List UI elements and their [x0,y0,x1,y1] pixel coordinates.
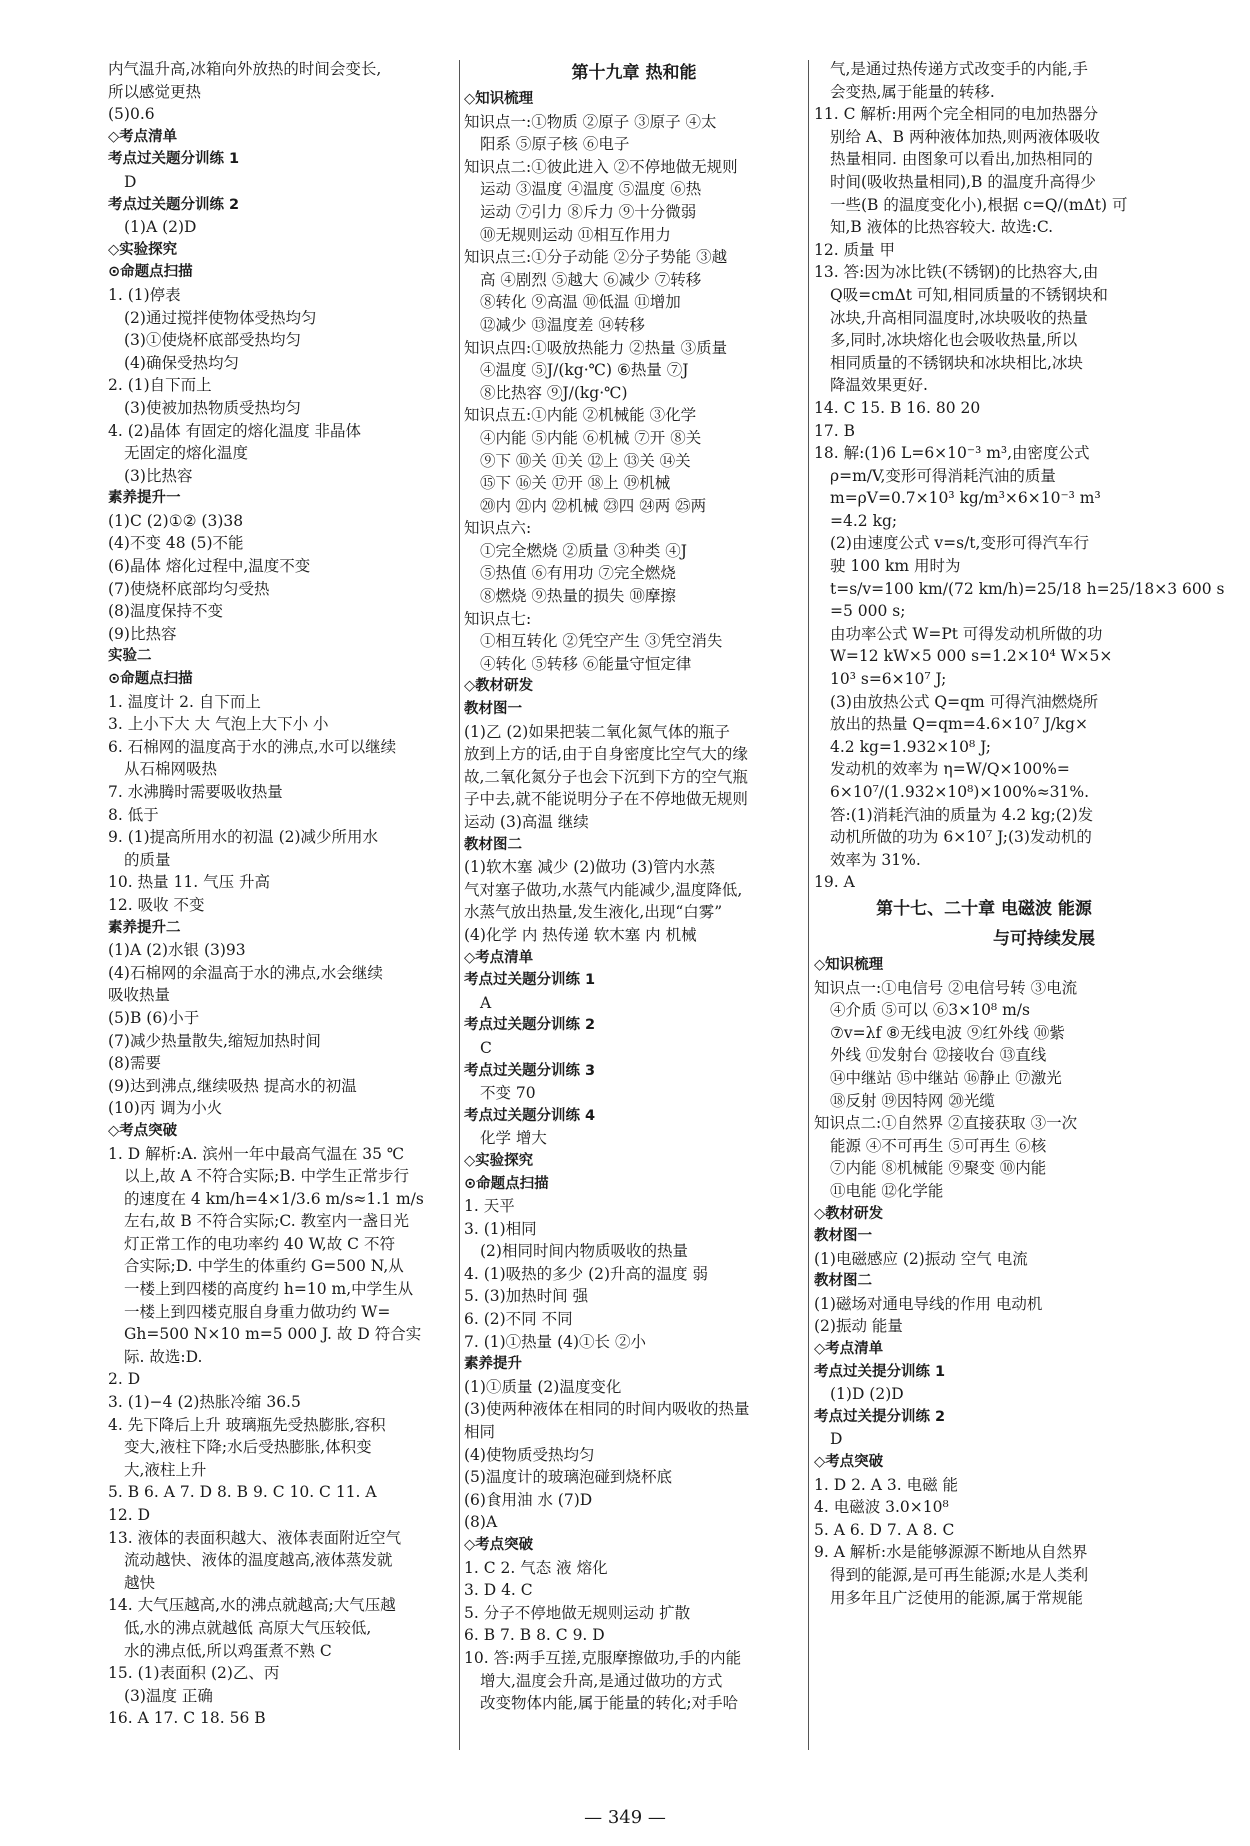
answer-line: (8)需要 [108,1054,161,1073]
answer-line: (3)比热容 [124,466,193,485]
answer-line: 多,同时,冰块熔化也会吸收热量,所以 [830,331,1078,350]
answer-line: ⑫减少 ⑬温度差 ⑭转移 [480,315,645,334]
answer-line: 知识点六: [464,519,532,538]
answer-line: ①相互转化 ②凭空产生 ③凭空消失 [480,632,723,651]
answer-line: 4. 先下降后上升 玻璃瓶先受热膨胀,容积 [108,1415,386,1434]
answer-line: 6. B 7. B 8. C 9. D [464,1626,605,1645]
answer-line: (1)D (2)D [830,1385,904,1404]
answer-line: =4.2 kg; [830,511,898,530]
answer-line: 19. A [814,873,855,892]
answer-line: 用多年且广泛使用的能源,属于常规能 [830,1588,1083,1607]
answer-line: Q吸=cmΔt 可知,相同质量的不锈钢块和 [830,285,1108,304]
answer-line: 知识点一:①电信号 ②电信号转 ③电流 [814,978,1078,997]
answer-line: =5 000 s; [830,602,906,621]
answer-line: 10. 答:两手互搓,克服摩擦做功,手的内能 [464,1648,742,1667]
answer-line: 18. 解:(1)6 L=6×10⁻³ m³,由密度公式 [814,444,1090,463]
answer-line: 5. 分子不停地做无规则运动 扩散 [464,1603,691,1622]
answer-line: 1. 天平 [464,1197,515,1216]
section-heading: ◇知识梳理 [464,91,534,107]
answer-line: (1)C (2)①② (3)38 [108,511,244,530]
answer-line: 知识点二:①自然界 ②直接获取 ③一次 [814,1114,1078,1133]
answer-line: 越快 [124,1573,156,1592]
answer-line: 低,水的沸点就越低 高原大气压较低, [124,1618,372,1637]
answer-line: (7)减少热量散失,缩短加热时间 [108,1031,321,1050]
answer-line: 降温效果更好. [830,376,928,395]
section-heading: 素养提升一 [108,490,181,507]
answer-line: 6. (2)不同 不同 [464,1310,573,1329]
answer-line: 一些(B 的温度变化小),根据 c=Q/(mΔt) 可 [830,195,1128,214]
answer-line: 放出的热量 Q=qm=4.6×10⁷ J/kg× [830,715,1088,734]
answer-line: 4.2 kg=1.932×10⁸ J; [830,737,991,756]
answer-line: (6)食用油 水 (7)D [464,1490,593,1509]
answer-line: 放到上方的话,由于自身密度比空气大的缘 [464,745,748,764]
answer-line: 17. B [814,421,855,440]
answer-line: 合实际;D. 中学生的体重约 G=500 N,从 [124,1257,404,1276]
answer-line: 9. A 解析:水是能够源源不断地从自然界 [814,1543,1088,1562]
answer-line: 13. 答:因为冰比铁(不锈钢)的比热容大,由 [814,263,1099,282]
answer-line: 7. (1)①热量 (4)①长 ②小 [464,1332,646,1351]
answer-line: ⑪电能 ⑫化学能 [830,1181,944,1200]
answer-line: (4)确保受热均匀 [124,353,239,372]
answer-line: 6. 石棉网的温度高于水的沸点,水可以继续 [108,737,397,756]
answer-line: 14. 大气压越高,水的沸点就越高;大气压越 [108,1596,396,1615]
chapter-heading: 第十七、二十章 电磁波 能源 [876,898,1092,919]
answer-line: ⑳内 ㉑内 ㉒机械 ㉓四 ㉔两 ㉕两 [480,496,707,515]
answer-line: 得到的能源,是可再生能源;水是人类利 [830,1566,1089,1584]
answer-line: ⑭中继站 ⑮中继站 ⑯静止 ⑰激光 [830,1068,1062,1087]
answer-line: 4. (1)吸热的多少 (2)升高的温度 弱 [464,1264,708,1283]
answer-line: (1)①质量 (2)温度变化 [464,1377,622,1396]
section-heading: ◇考点清单 [814,1341,884,1358]
answer-line: 阳系 ⑤原子核 ⑥电子 [480,135,630,154]
answer-line: 左右,故 B 不符合实际;C. 教室内一盏日光 [124,1212,410,1231]
section-heading: 实验二 [108,648,152,665]
answer-line: 外线 ⑪发射台 ⑫接收台 ⑬直线 [830,1046,1047,1065]
answer-line: (2)通过搅拌使物体受热均匀 [124,308,317,327]
answer-line: 水的沸点低,所以鸡蛋煮不熟 C [124,1641,332,1660]
column-divider-left [459,60,460,1750]
answer-line: ④转化 ⑤转移 ⑥能量守恒定律 [480,654,692,673]
answer-line: (7)使烧杯底部均匀受热 [108,579,270,598]
answer-line: 知识点七: [464,609,532,628]
answer-line: 知识点一:①物质 ②原子 ③原子 ④太 [464,112,717,131]
answer-line: 热量相同. 由图象可以看出,加热相同的 [830,150,1093,169]
section-heading: 考点过关题分训练 1 [108,151,240,168]
answer-line: 11. C 解析:用两个完全相同的电加热器分 [814,105,1099,124]
answer-line: (2)相同时间内物质吸收的热量 [480,1242,688,1261]
answer-line: 子中去,就不能说明分子在不停地做无规则 [464,790,748,809]
answer-line: 大,液柱上升 [124,1460,207,1479]
answer-line: (9)达到沸点,继续吸热 提高水的初温 [108,1076,357,1095]
answer-line: 12. 吸收 不变 [108,895,205,914]
answer-line: (3)使被加热物质受热均匀 [124,398,301,417]
answer-line: ④内能 ⑤内能 ⑥机械 ⑦开 ⑧关 [480,428,702,447]
answer-line: 3. (1)−4 (2)热胀冷缩 36.5 [108,1393,301,1412]
answer-line: (3)使两种液体在相同的时间内吸收的热量 [464,1400,750,1419]
answer-line: 相同质量的不锈钢块和冰块相比,冰块 [830,353,1083,372]
answer-line: 气对塞子做功,水蒸气内能减少,温度降低, [464,880,743,899]
answer-column-middle [464,58,804,1715]
answer-line: 驶 100 km 用时为 [830,557,961,576]
answer-line: 吸收热量 [108,986,171,1005]
section-heading: 考点过关题分训练 3 [464,1062,596,1079]
answer-line: ⑧燃烧 ⑨热量的损失 ⑩摩擦 [480,587,676,606]
answer-line: 运动 ③温度 ④温度 ⑤温度 ⑥热 [480,180,702,199]
answer-line: (2)振动 能量 [814,1317,903,1336]
answer-line: 14. C 15. B 16. 80 20 [814,398,981,417]
answer-line: (8)温度保持不变 [108,602,223,621]
answer-line: 5. A 6. D 7. A 8. C [814,1520,955,1539]
section-heading: ◇考点突破 [814,1454,884,1471]
answer-line: (1)乙 (2)如果把装二氧化氮气体的瓶子 [464,722,730,741]
section-heading: 教材图一 [464,701,522,718]
answer-line: 水蒸气放出热量,发生液化,出现“白雾” [464,903,723,922]
answer-line: (2)由速度公式 v=s/t,变形可得汽车行 [830,534,1089,553]
answer-line: (1)电磁感应 (2)振动 空气 电流 [814,1249,1028,1268]
answer-line: (3)由放热公式 Q=qm 可得汽油燃烧所 [830,692,1099,711]
answer-line: (1)磁场对通电导线的作用 电动机 [814,1294,1043,1313]
answer-line: 12. 质量 甲 [814,240,896,259]
answer-line: 3. 上小下大 大 气泡上大下小 小 [108,715,329,734]
answer-line: (1)A (2)D [124,218,197,237]
section-heading: ⊙命题点扫描 [464,1175,549,1192]
section-heading: ◇考点突破 [464,1537,534,1553]
answer-line: 16. A 17. C 18. 56 B [108,1709,266,1728]
answer-line: 10³ s=6×10⁷ J; [830,670,947,689]
answer-line: 4. 电磁波 3.0×10⁸ [814,1498,949,1517]
answer-line: 5. (3)加热时间 强 [464,1287,589,1306]
answer-line: t=s/v=100 km/(72 km/h)=25/18 h=25/18×3 600 s [830,579,1225,598]
answer-column-left [108,58,456,1730]
answer-line: 7. 水沸腾时需要吸收热量 [108,783,283,801]
answer-line: ⑨下 ⑩关 ⑪关 ⑫上 ⑬关 ⑭关 [480,451,691,470]
answer-line: 增大,温度会升高,是通过做功的方式 [480,1671,723,1690]
answer-line: 1. 温度计 2. 自下而上 [108,692,261,711]
answer-line: 6×10⁷/(1.932×10⁸)×100%≈31%. [830,783,1090,801]
chapter-heading: 第十九章 热和能 [571,63,697,83]
answer-line: 1. (1)停表 [108,285,181,304]
answer-line: 2. (1)自下而上 [108,376,212,395]
answer-line: (3)温度 正确 [124,1686,213,1705]
answer-line: 运动 ⑦引力 ⑧斥力 ⑨十分微弱 [480,202,697,221]
section-heading: 素养提升二 [108,919,181,936]
answer-line: C [480,1038,492,1057]
answer-line: 效率为 31%. [830,850,921,869]
answer-line: 3. D 4. C [464,1581,533,1600]
answer-line: 10. 热量 11. 气压 升高 [108,873,271,892]
answer-line: 8. 低于 [108,805,159,824]
answer-line: 答:(1)消耗汽油的质量为 4.2 kg;(2)发 [830,805,1094,824]
section-heading: ◇实验探究 [464,1152,534,1169]
answer-line: 一楼上到四楼的高度约 h=10 m,中学生从 [124,1280,414,1299]
answer-line: 9. (1)提高所用水的初温 (2)减少所用水 [108,828,379,847]
answer-line: 无固定的熔化温度 [124,444,249,463]
answer-line: 13. 液体的表面积越大、液体表面附近空气 [108,1528,402,1547]
answer-line: m=ρV=0.7×10³ kg/m³×6×10⁻³ m³ [830,489,1101,508]
answer-line: 以上,故 A 不符合实际;B. 中学生正常步行 [124,1167,409,1186]
answer-line: ⑱反射 ⑲因特网 ⑳光缆 [830,1091,995,1110]
answer-line: 所以感觉更热 [108,82,202,101]
answer-line: 故,二氧化氮分子也会下沉到下方的空气瓶 [464,767,748,786]
answer-line: (5)B (6)小于 [108,1008,200,1027]
answer-line: ⑧比热容 ⑨J/(kg·℃) [480,383,628,402]
answer-line: (5)0.6 [108,105,155,124]
answer-line: ④温度 ⑤J/(kg·℃) ⑥热量 ⑦J [480,361,689,380]
answer-line: 知识点二:①彼此进入 ②不停地做无规则 [464,157,738,176]
section-heading: 考点过关题分训练 2 [108,196,240,213]
answer-line: 时间(吸收热量相同),B 的温度升高得少 [830,172,1096,191]
answer-line: 际. 故选:D. [124,1347,203,1366]
answer-line: 的质量 [124,850,171,869]
answer-line: (9)比热容 [108,624,177,643]
answer-line: 能源 ④不可再生 ⑤可再生 ⑥核 [830,1136,1047,1155]
answer-line: (4)化学 内 热传递 软木塞 内 机械 [464,925,697,944]
section-heading: ◇实验探究 [108,241,178,258]
answer-line: 变大,液柱下降;水后受热膨胀,体积变 [124,1438,372,1457]
answer-line: 知识点五:①内能 ②机械能 ③化学 [464,406,697,425]
section-heading: 素养提升 [464,1356,522,1373]
answer-line: 不变 70 [480,1084,536,1103]
answer-line: 1. D 2. A 3. 电磁 能 [814,1475,959,1494]
answer-line: ①完全燃烧 ②质量 ③种类 ④J [480,541,687,560]
answer-line: 3. (1)相同 [464,1219,537,1238]
answer-line: (4)使物质受热均匀 [464,1445,595,1464]
answer-line: 高 ④剧烈 ⑤越大 ⑥减少 ⑦转移 [480,270,702,289]
answer-line: 别给 A、B 两种液体加热,则两液体吸收 [830,127,1100,146]
answer-line: 流动越快、液体的温度越高,液体蒸发就 [124,1551,393,1570]
page-number: — 349 — [584,1807,666,1828]
answer-line: A [480,993,492,1012]
section-heading: ⊙命题点扫描 [108,264,193,281]
answer-line: 1. D 解析:A. 滨州一年中最高气温在 35 ℃ [108,1144,405,1163]
answer-line: ⑤热值 ⑥有用功 ⑦完全燃烧 [480,564,676,583]
section-heading: 教材图二 [464,836,522,853]
section-heading: 考点过关提分训练 1 [814,1363,946,1380]
answer-line: 一楼上到四楼克服自身重力做功约 W= [124,1302,391,1321]
answer-line: (10)丙 调为小火 [108,1099,223,1118]
answer-line: (4)不变 48 (5)不能 [108,534,244,553]
answer-line: (4)石棉网的余温高于水的沸点,水会继续 [108,963,383,982]
answer-line: 知识点三:①分子动能 ②分子势能 ③越 [464,248,728,267]
answer-line: ④介质 ⑤可以 ⑥3×10⁸ m/s [830,1001,1030,1020]
column-divider-right [808,60,809,1750]
answer-line: 改变物体内能,属于能量的转化;对手哈 [480,1694,739,1713]
answer-line: 内气温升高,冰箱向外放热的时间会变长, [108,60,382,78]
section-heading: 考点过关题分训练 4 [464,1107,596,1124]
answer-line: 会变热,属于能量的转移. [830,82,995,101]
section-heading: ◇教材研发 [464,678,534,695]
answer-line: 知识点四:①吸放热能力 ②热量 ③质量 [464,338,728,357]
answer-line: 5. B 6. A 7. D 8. B 9. C 10. C 11. A [108,1483,377,1502]
answer-line: 发动机的效率为 η=W/Q×100%= [830,760,1070,779]
answer-line: ⑧转化 ⑨高温 ⑩低温 ⑪增加 [480,293,681,312]
answer-line: 由功率公式 W=Pt 可得发动机所做的功 [830,624,1103,643]
answer-line: (1)软木塞 减少 (2)做功 (3)管内水蒸 [464,858,716,877]
answer-line: 知,B 液体的比热容较大. 故选:C. [830,218,1054,237]
answer-line: ⑦内能 ⑧机械能 ⑨聚变 ⑩内能 [830,1159,1047,1178]
section-heading: ◇知识梳理 [814,956,884,973]
answer-line: 灯正常工作的电功率约 40 W,故 C 不符 [124,1234,395,1253]
answer-line: W=12 kW×5 000 s=1.2×10⁴ W×5× [830,647,1113,666]
section-heading: ◇考点突破 [108,1122,178,1139]
answer-line: ⑩无规则运动 ⑪相互作用力 [480,225,671,244]
answer-line: 1. C 2. 气态 液 熔化 [464,1558,608,1577]
answer-line: 气,是通过热传递方式改变手的内能,手 [830,60,1088,78]
answer-line: ⑦v=λf ⑧无线电波 ⑨红外线 ⑩紫 [830,1023,1065,1042]
answer-line: 4. (2)晶体 有固定的熔化温度 非晶体 [108,421,362,440]
answer-line: 化学 增大 [480,1129,547,1148]
answer-line: D [124,172,137,191]
answer-line: 冰块,升高相同温度时,冰块吸收的热量 [830,308,1088,327]
section-heading: 教材图一 [814,1228,872,1245]
answer-line: 2. D [108,1370,141,1389]
answer-column-right [814,58,1225,1609]
section-heading: 考点过关提分训练 2 [814,1408,946,1425]
answer-line: ρ=m/V,变形可得消耗汽油的质量 [830,466,1056,485]
answer-line: 动机所做的功为 6×10⁷ J;(3)发动机的 [830,828,1092,847]
answer-line: 12. D [108,1506,151,1524]
answer-line: (6)晶体 熔化过程中,温度不变 [108,557,311,576]
section-heading: ⊙命题点扫描 [108,671,193,688]
section-heading: ◇考点清单 [464,949,534,966]
section-heading: ◇考点清单 [108,128,178,145]
chapter-heading: 与可持续发展 [993,928,1095,949]
answer-line: 15. (1)表面积 (2)乙、丙 [108,1664,280,1683]
section-heading: 考点过关题分训练 1 [464,972,596,989]
answer-line: ⑮下 ⑯关 ⑰开 ⑱上 ⑲机械 [480,474,671,493]
answer-line: (1)A (2)水银 (3)93 [108,941,246,960]
answer-line: 运动 (3)高温 继续 [464,813,589,831]
answer-line: (8)A [464,1513,498,1532]
section-heading: 教材图二 [814,1273,872,1290]
answer-line: D [830,1430,843,1449]
section-heading: 考点过关题分训练 2 [464,1017,596,1034]
answer-line: (5)温度计的玻璃泡碰到烧杯底 [464,1468,672,1487]
answer-line: 相同 [464,1423,496,1442]
answer-line: 的速度在 4 km/h=4×1/3.6 m/s≈1.1 m/s [124,1189,424,1208]
answer-line: 从石棉网吸热 [124,760,218,779]
answer-line: Gh=500 N×10 m=5 000 J. 故 D 符合实 [124,1325,422,1344]
answer-line: (3)①使烧杯底部受热均匀 [124,331,301,350]
section-heading: ◇教材研发 [814,1205,884,1222]
